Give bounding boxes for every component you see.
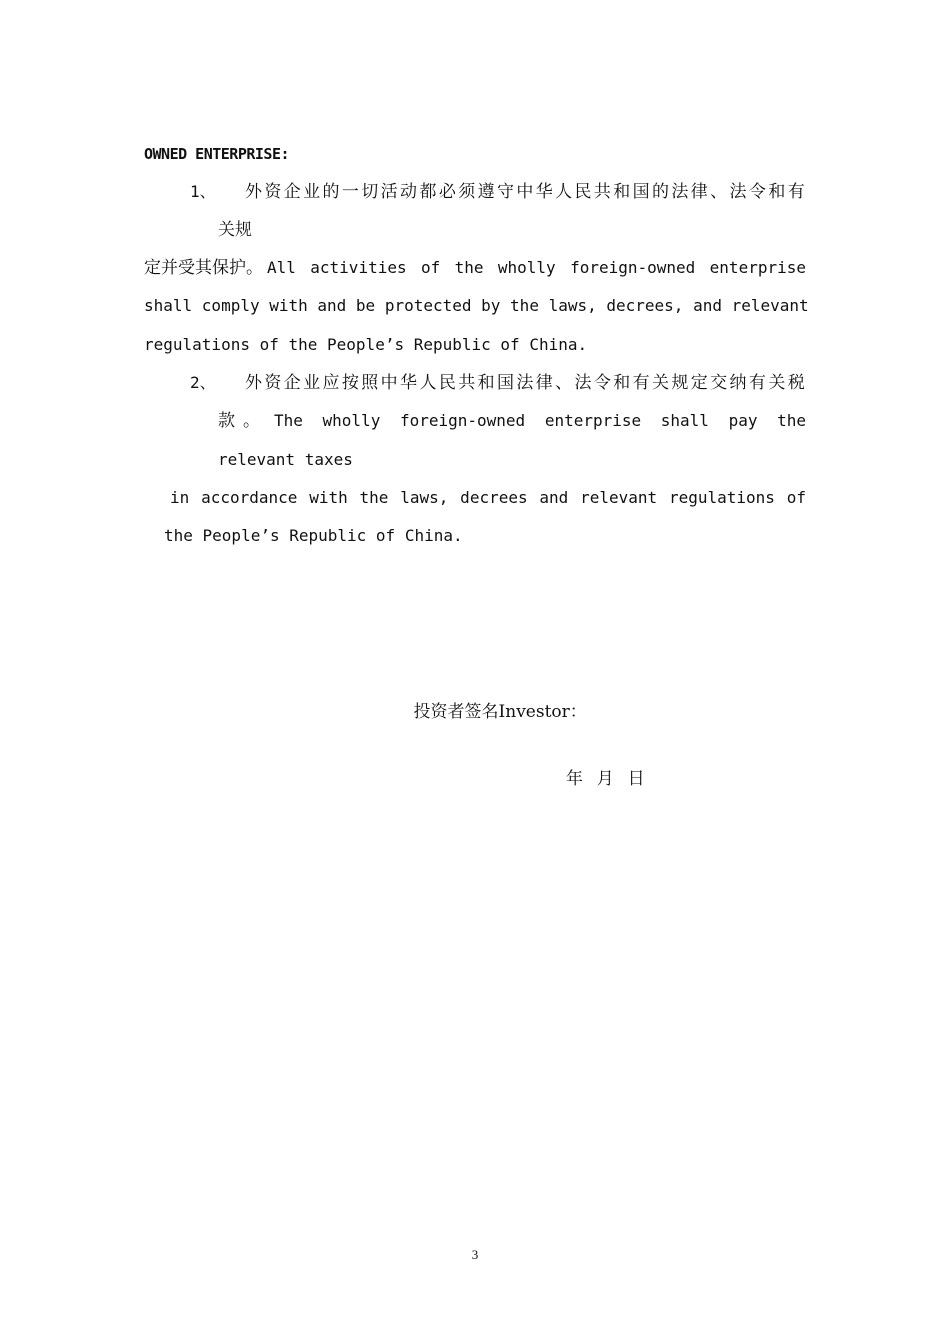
item-2-line-2 — [218, 410, 806, 432]
item-1-line-3 — [144, 257, 806, 279]
item-1-line-3-cn: 定并受其保护。 — [144, 258, 263, 278]
item-2-line-4: in accordance with the laws, decrees and relevant regulations of — [170, 488, 806, 507]
item-1-number: 1、 — [190, 182, 216, 201]
item-1-line-1: 外资企业的一切活动都必须遵守中华人民共和国的法律、法令和有 — [245, 182, 805, 202]
page-number: 3 — [471, 1247, 479, 1262]
item-2-line-1: 外资企业应按照中华人民共和国法律、法令和有关规定交纳有关税 — [245, 373, 805, 393]
signature-date: 年 月 日 — [566, 769, 646, 789]
item-2-number: 2、 — [190, 373, 216, 392]
item-1-line-4: shall comply with and be protected by the laws, decrees, and relevant — [144, 296, 809, 315]
investor-signature-text: 投资者签名Investor： — [413, 702, 587, 722]
item-1-line-3-en: All activities of the wholly foreign-owned enterprise — [267, 258, 806, 277]
section-heading: OWNED ENTERPRISE: — [144, 145, 290, 163]
item-1-line-5: regulations of the People’s Republic of China. — [144, 335, 588, 354]
item-2-line-2-en: The wholly foreign-owned enterprise shall pay the — [274, 411, 806, 430]
investor-signature-label — [375, 679, 587, 745]
item-1-line-2: 关规 — [218, 220, 252, 240]
item-2-line-5: the People’s Republic of China. — [164, 526, 463, 545]
item-2-line-2-cn: 款。 — [218, 411, 268, 431]
item-2-line-3: relevant taxes — [218, 450, 353, 469]
